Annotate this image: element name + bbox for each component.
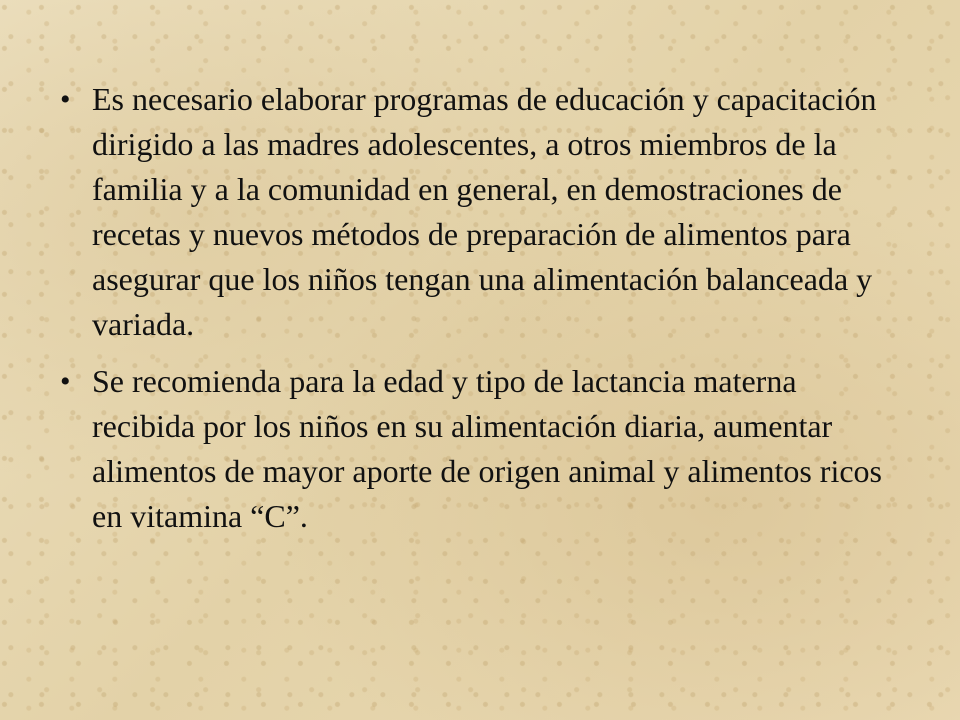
bullet-item-recommendation-education [60, 77, 900, 347]
bullet-item-recommendation-diet [60, 359, 900, 539]
bullet-list [60, 77, 900, 551]
bullet-dot-icon: • [60, 83, 71, 116]
bullet-dot-icon: • [60, 365, 71, 398]
bullet-text: Es necesario elaborar programas de educación y capacitación dirigido a las madres adolescentes, a otros miembros de la familia y a la comunidad en general, en demostraciones de recetas y nuevos métodos de preparación de alimentos para asegurar que los niños tengan una alimentación balanceada y variada. [92, 81, 877, 342]
bullet-text: Se recomienda para la edad y tipo de lactancia materna recibida por los niños en su alimentación diaria, aumentar alimentos de mayor aporte de origen animal y alimentos ricos en vitamina “C”. [92, 363, 882, 534]
